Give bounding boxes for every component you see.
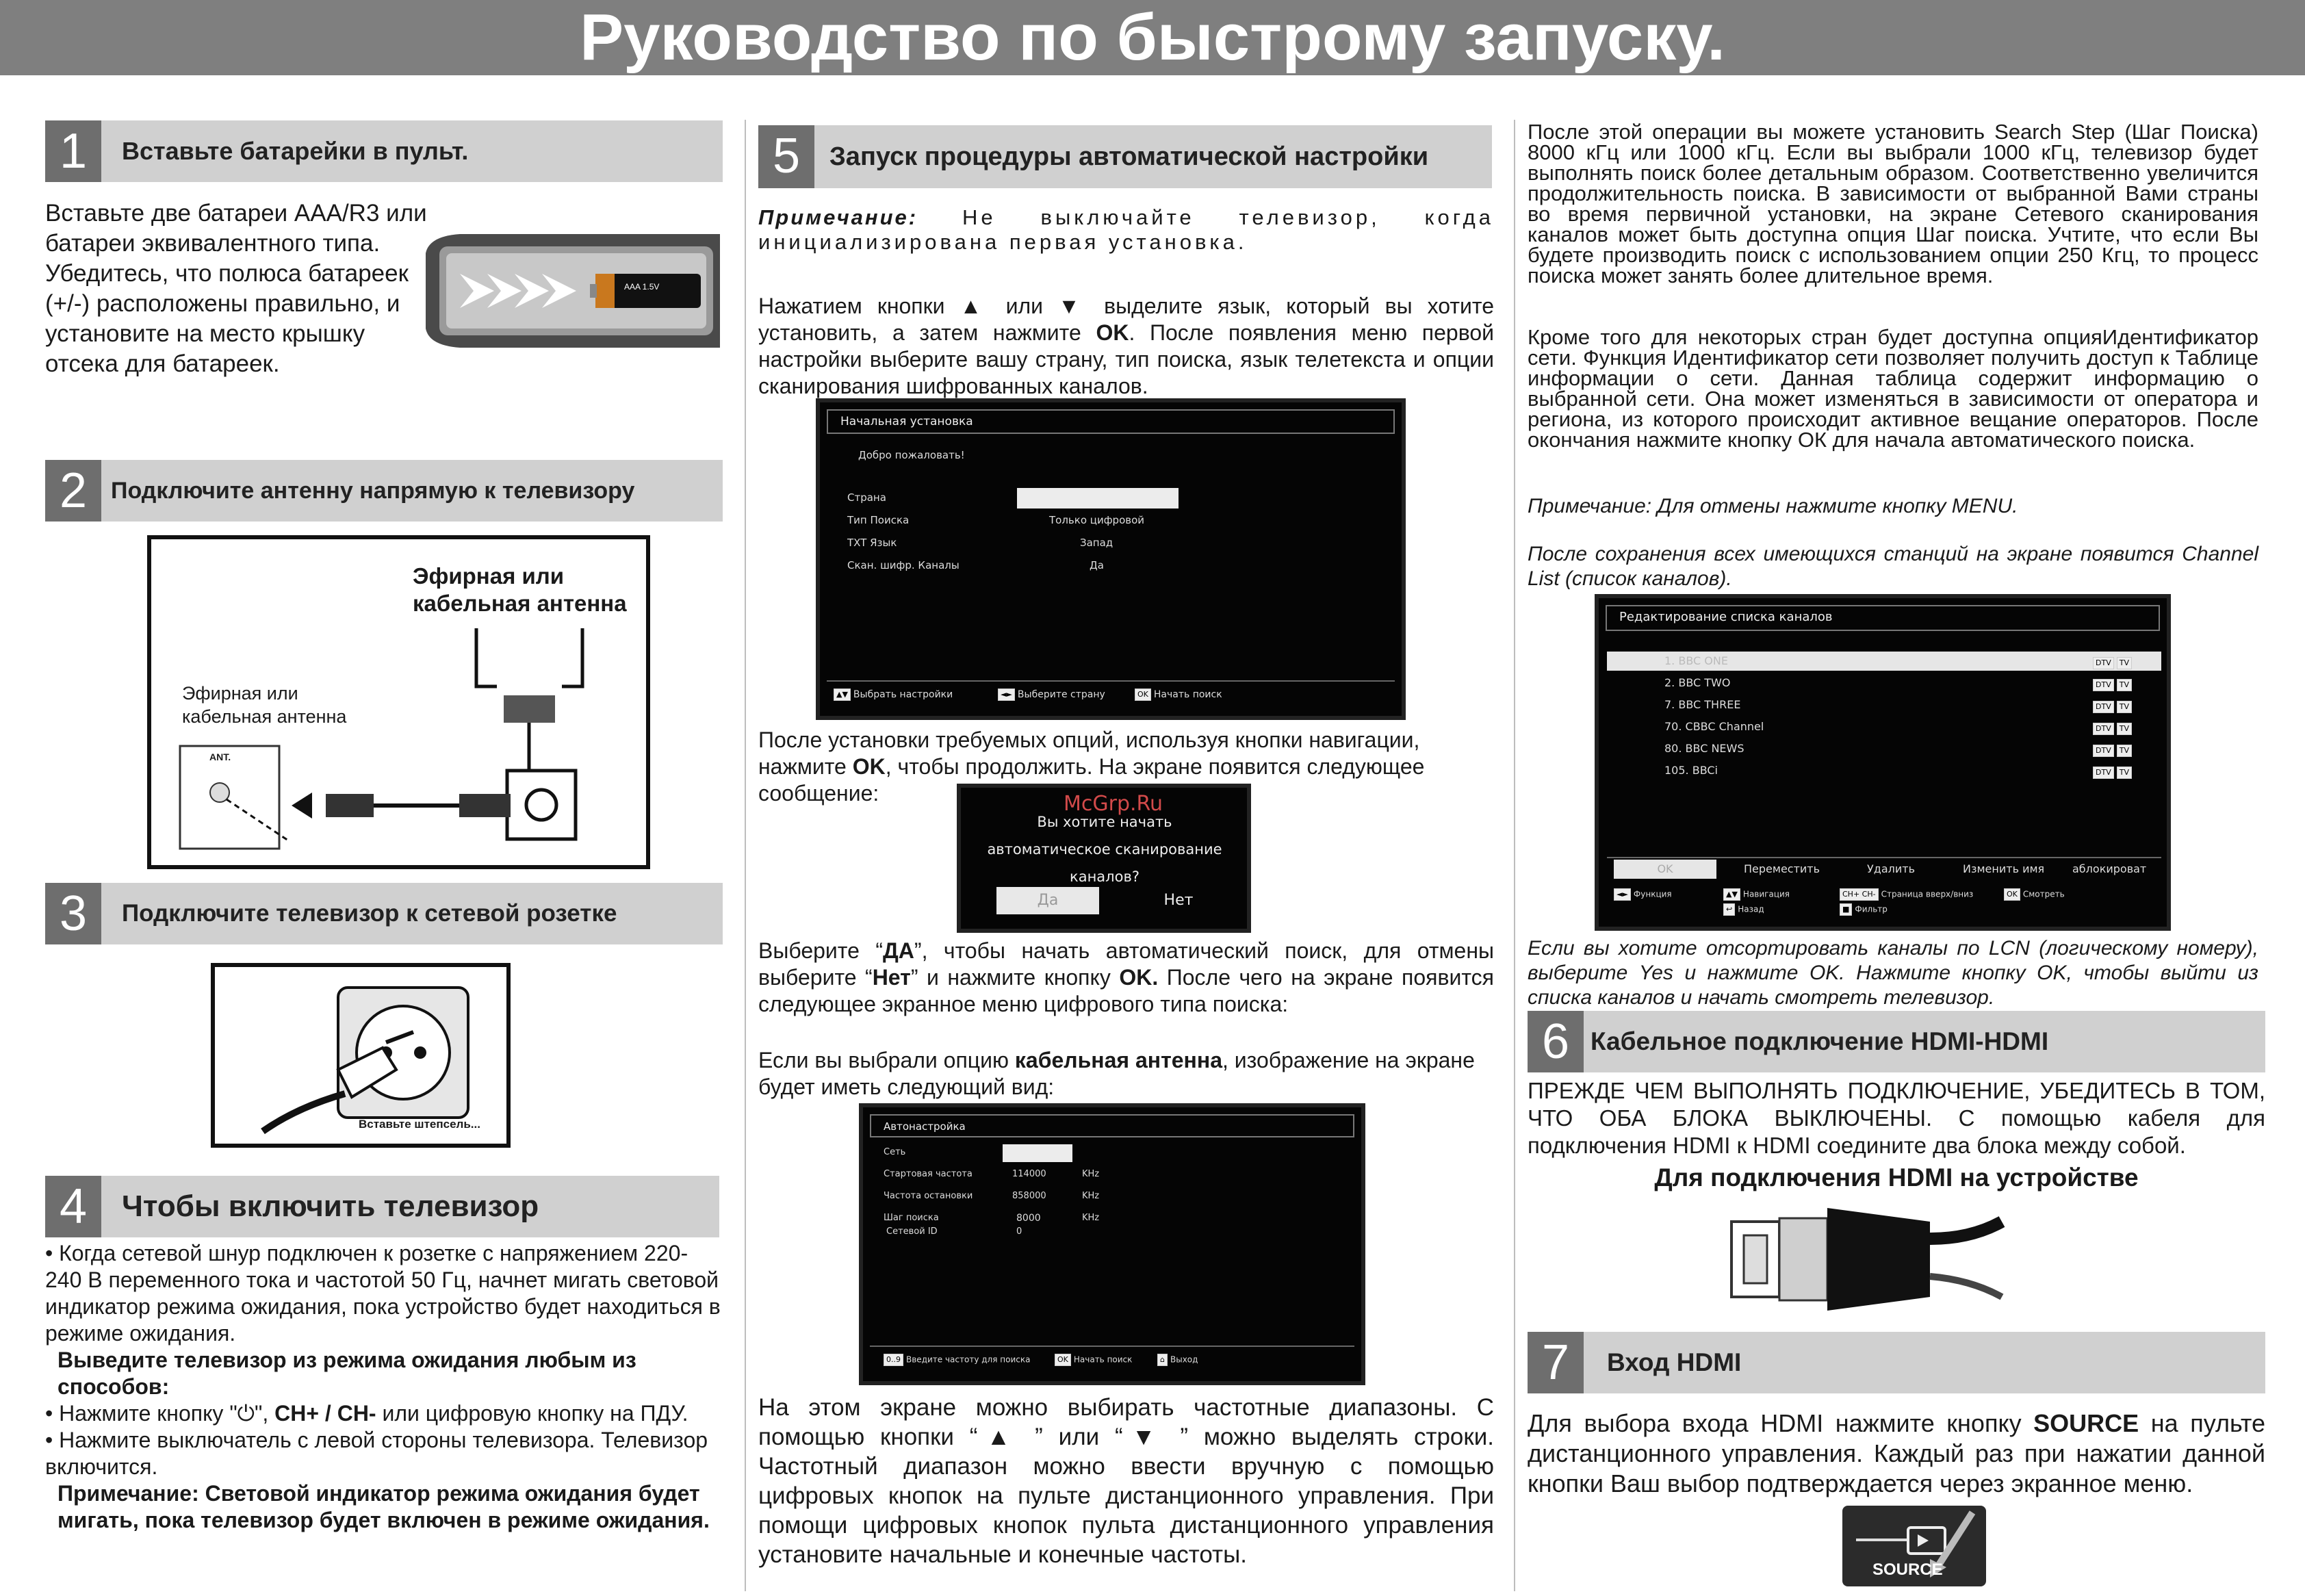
- channel-tags: DTV TV: [2093, 743, 2135, 757]
- source-button[interactable]: [1842, 1506, 1986, 1586]
- start-frequency-value[interactable]: 114000: [1012, 1169, 1046, 1179]
- channel-name[interactable]: 70. CBBC Channel: [1664, 720, 1764, 733]
- hdmi-input-instructions: Для выбора входа HDMI нажмите кнопку SOURCE на пульте дистанционного управления. Каждый раз при нажатии данной кнопки Ваш выбор подтверждается через экранное меню.: [1528, 1409, 2265, 1497]
- channel-tags: DTV TV: [2093, 656, 2135, 669]
- plug-caption: Вставьте штепсель...: [359, 1118, 480, 1131]
- up-arrow-icon: ▲: [977, 1424, 1020, 1450]
- battery-instructions: Вставьте две батареи AAA/R3 или батареи эквивалентного типа. Убедитесь, что полюса батареек (+/-) расположены правильно, и установите на место крышку отсека для батареек.: [45, 200, 427, 377]
- section-2-header: [45, 460, 723, 522]
- power-icon: ⏻: [237, 1401, 255, 1426]
- autotune-screen: [859, 1103, 1365, 1385]
- channel-tags: DTV TV: [2093, 721, 2135, 735]
- antenna-label-small: Эфирная или кабельная антенна: [182, 683, 347, 727]
- power-paragraph: • Когда сетевой шнур подключен к розетке с напряжением 220-240 В переменного тока и частотой 50 Гц, начнет мигать световой индикатор режима ожидания, пока устройство будет находиться в режиме ожидания.: [45, 1241, 721, 1346]
- autotune-row-label: Шаг поиска: [884, 1213, 939, 1223]
- channel-name[interactable]: 1. BBC ONE: [1664, 654, 1728, 667]
- language-instructions: Нажатием кнопки ▲ или ▼ выделите язык, который вы хотите установить, а затем нажмите OK. После появления меню первой настройки выберите вашу страну, тип поиска, язык телетекста и опции сканирования шифрованных каналов.: [758, 294, 1495, 398]
- setup-row-label: TXT Язык: [847, 537, 897, 549]
- txt-language-value[interactable]: Запад: [1080, 537, 1113, 549]
- search-step-paragraph: После этой операции вы можете установить Search Step (Шаг Поиска) 8000 кГц или 1000 кГц. Если вы выбрали 1000 кГц, телевизор будет выполнять поиск более детальным образом. Соответственно увеличится продолжительность поиска. В зависимости от выбранной Вами страны во время первичной установки, на экране Сетевого сканирования каналов может быть доступна опция Шаг поиска. Учтите, что если Вы будете производить поиск с использованием опции 250 Кгц, то процесс поиска может занять более длительное время.: [1528, 120, 2258, 287]
- network-id-value[interactable]: 0: [1016, 1226, 1022, 1237]
- setup-row-label: Тип Поиска: [847, 514, 910, 526]
- frequency-instructions: На этом экране можно выбирать частотные диапазоны. С помощью кнопки “▲ ” или “▼ ” можно выделять строки. Частотный диапазон можно ввести вручную с помощью цифровых кнопок на пульте дистанционного управления. При помощи цифровых кнопок пульта дистанционного управления установите начальные и конечные частоты.: [758, 1394, 1494, 1568]
- channel-tags: DTV TV: [2093, 699, 2135, 713]
- power-note: Примечание: Световой индикатор режима ожидания будет мигать, пока телевизор будет включен в режиме ожидания.: [57, 1481, 710, 1532]
- power-paragraph: • Нажмите выключатель с левой стороны телевизора. Телевизор включится.: [45, 1428, 708, 1479]
- section-5-header: [758, 125, 1492, 188]
- channel-list-intro: После сохранения всех имеющихся станций на экране появится Channel List (список каналов).: [1528, 543, 2258, 590]
- search-step-value[interactable]: 8000: [1016, 1213, 1041, 1224]
- section-title: Подключите антенну напрямую к телевизору: [111, 478, 635, 504]
- unit-label: KHz: [1082, 1191, 1100, 1201]
- page-title: Руководство по быстрому запуску.: [0, 0, 2305, 75]
- setup-row-label: Страна: [847, 491, 886, 504]
- screen-footer: 0..9 Введите частоту для поиска OK Начать поиск ⌂ Выход: [870, 1346, 1354, 1374]
- autotune-row-label: Стартовая частота: [884, 1169, 973, 1179]
- country-selector[interactable]: [1017, 488, 1179, 509]
- screen-title: Редактирование списка каналов: [1606, 605, 2160, 631]
- delete-action[interactable]: Удалить: [1867, 862, 1915, 875]
- unit-label: KHz: [1082, 1169, 1100, 1179]
- cancel-note: Примечание: Для отмены нажмите кнопку MENU.: [1528, 495, 2018, 517]
- rename-action[interactable]: Изменить имя: [1963, 862, 2045, 875]
- autotune-row-label: Сеть: [884, 1147, 906, 1157]
- source-button-label: SOURCE: [1872, 1560, 1943, 1579]
- autoscan-dialog: [957, 784, 1251, 933]
- section-title: Запуск процедуры автоматической настройки: [829, 142, 1429, 171]
- network-selector[interactable]: [1003, 1144, 1072, 1162]
- lock-action[interactable]: аблокироват: [2072, 862, 2147, 875]
- confirm-instructions: Выберите “ДА”, чтобы начать автоматический поиск, для отмены выберите “Нет” и нажмите кнопку OK. После чего на экране появится следующее экранное меню цифрового типа поиска:: [758, 938, 1495, 1016]
- channel-name[interactable]: 80. BBC NEWS: [1664, 742, 1744, 755]
- cable-instructions: Если вы выбрали опцию кабельная антенна, изображение на экране будет иметь следующий вид:: [758, 1048, 1475, 1099]
- antenna-diagram: [147, 535, 650, 869]
- section-number: 6: [1528, 1011, 1584, 1072]
- initial-setup-screen: [816, 398, 1406, 720]
- section-4-header: [45, 1176, 719, 1237]
- screen-footer: ▲▼ Выбрать настройки ◄► Выберите страну OK Начать поиск: [827, 680, 1395, 709]
- search-type-value[interactable]: Только цифровой: [1049, 514, 1145, 526]
- channel-name[interactable]: 2. BBC TWO: [1664, 676, 1731, 689]
- section-title: Вход HDMI: [1607, 1348, 1742, 1376]
- section-number: 3: [45, 883, 101, 944]
- antenna-label: Эфирная или кабельная антенна: [413, 563, 627, 616]
- network-id-paragraph: Кроме того для некоторых стран будет доступна опцияИдентификатор сети. Функция Идентификатор сети позволяет получить доступ к Таблице информации о сети. Данная таблица содержит информацию о выбранной сети. Она может изменяться в зависимости от оператора и региона, из которого происходит активное вещание операторов. После окончания нажмите кнопку ОК для начала автоматического поиска.: [1528, 325, 2258, 452]
- up-arrow-icon: ▲: [960, 294, 991, 318]
- section-number: 7: [1528, 1332, 1584, 1393]
- autotune-row-label: Сетевой ID: [886, 1226, 938, 1237]
- column-divider: [745, 120, 746, 1591]
- channel-legend: ◄► Функция ▲▼ Навигация CH+ CH- Страница вверх/вниз OK Смотреть ↩ Назад ■ Фильтр: [1607, 886, 2161, 921]
- channel-name[interactable]: 105. BBCi: [1664, 764, 1718, 777]
- hdmi-instructions: ПРЕЖДЕ ЧЕМ ВЫПОЛНЯТЬ ПОДКЛЮЧЕНИЕ, УБЕДИТЕСЬ В ТОМ, ЧТО ОБА БЛОКА ВЫКЛЮЧЕНЫ. С помощью кабеля для подключения HDMI к HDMI соедините два блока между собой.: [1528, 1078, 2265, 1158]
- section-number: 2: [45, 460, 101, 522]
- section-6-header: [1528, 1011, 2265, 1072]
- section-title: Кабельное подключение HDMI-HDMI: [1591, 1027, 2049, 1055]
- continue-instructions: После установки требуемых опций, используя кнопки навигации, нажмите OK, чтобы продолжить. На экране появится следующее сообщение:: [758, 728, 1425, 806]
- channel-list-screen: [1595, 594, 2171, 931]
- scan-encrypted-value[interactable]: Да: [1090, 559, 1104, 571]
- screen-title: Начальная установка: [827, 409, 1395, 434]
- welcome-text: Добро пожаловать!: [858, 449, 965, 461]
- power-on-instructions: [45, 1240, 723, 1534]
- autotune-row-label: Частота остановки: [884, 1191, 973, 1201]
- section-number: 1: [45, 120, 101, 182]
- autotune-note: Примечание: Не выключайте телевизор, когда инициализирована первая установка.: [758, 205, 1494, 254]
- section-title: Чтобы включить телевизор: [122, 1189, 539, 1223]
- dialog-no-button[interactable]: Нет: [1163, 892, 1194, 909]
- screen-title: Автонастройка: [870, 1114, 1354, 1137]
- ok-action[interactable]: OK: [1614, 860, 1716, 879]
- watermark: McGrp.Ru: [1064, 792, 1163, 816]
- section-7-header: [1528, 1332, 2265, 1393]
- dialog-question: Вы хотите начать автоматическое сканирование каналов?: [987, 814, 1222, 885]
- channel-tags: DTV TV: [2093, 678, 2135, 691]
- stop-frequency-value[interactable]: 858000: [1012, 1191, 1046, 1201]
- section-title: Вставьте батарейки в пульт.: [122, 137, 469, 165]
- unit-label: KHz: [1082, 1213, 1100, 1223]
- channel-name[interactable]: 7. BBC THREE: [1664, 698, 1741, 711]
- section-number: 5: [758, 125, 814, 188]
- socket-diagram: [211, 963, 511, 1148]
- power-paragraph: • Нажмите кнопку "⏻", CH+ / CH- или цифровую кнопку на ПДУ.: [45, 1401, 688, 1426]
- move-action[interactable]: Переместить: [1744, 862, 1820, 875]
- section-1-header: [45, 120, 723, 182]
- dialog-yes-button[interactable]: Да: [996, 887, 1099, 914]
- section-3-header: [45, 883, 723, 944]
- hdmi-cable-icon: [1725, 1201, 2005, 1314]
- lcn-sort-paragraph: Если вы хотите отсортировать каналы по LCN (логическому номеру), выберите Yes и нажмите OK. Нажмите кнопку OK, чтобы выйти из списка каналов и начать смотреть телевизор.: [1528, 937, 2258, 1009]
- channel-actions: [1607, 857, 2161, 880]
- setup-row-label: Скан. шифр. Каналы: [847, 559, 960, 571]
- column-divider: [1514, 120, 1515, 1591]
- down-arrow-icon: ▼: [1058, 294, 1090, 318]
- ant-label: ANT.: [209, 751, 231, 762]
- down-arrow-icon: ▼: [1122, 1424, 1165, 1450]
- power-paragraph-bold: Выведите телевизор из режима ожидания любым из способов:: [57, 1348, 636, 1399]
- channel-tags: DTV TV: [2093, 765, 2135, 779]
- hdmi-subtitle: Для подключения HDMI на устройстве: [1654, 1163, 2139, 1192]
- section-number: 4: [45, 1176, 101, 1237]
- battery-label: AAA 1.5V: [624, 282, 660, 292]
- section-title: Подключите телевизор к сетевой розетке: [122, 900, 617, 927]
- remote-battery-illustration: [419, 226, 727, 356]
